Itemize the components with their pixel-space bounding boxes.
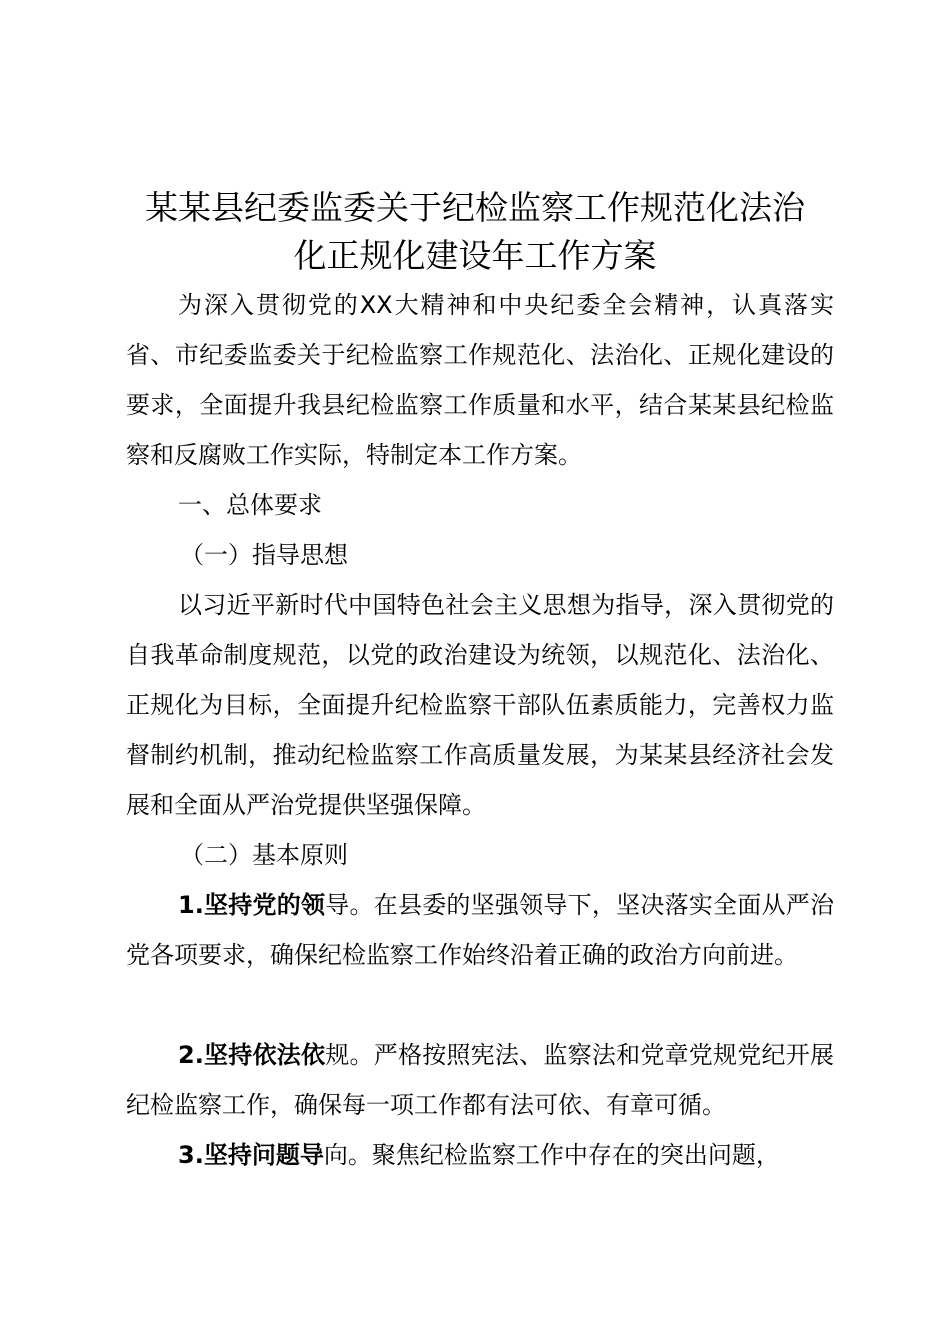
document-title-line-2: 化正规化建设年工作方案 [293,236,657,275]
principle-paragraph-1 [126,880,834,980]
principle-lead-3: 3.坚持问题导 [178,1141,324,1169]
principle-text-1: 导。在县委的坚强领导下，坚决落实全面从严治党各项要求，确保纪检监察工作始终沿着正确的政治方向前进。 [126,891,834,969]
principle-text-2: 规。严格按照宪法、监察法和党章党规党纪开展纪检监察工作，确保每一项工作都有法可依、有章可循。 [126,1041,834,1119]
principle-text-3: 向。聚焦纪检监察工作中存在的突出问题， [323,1141,780,1169]
principle-paragraph-3 [126,1130,834,1180]
document-title-line-1: 某某县纪委监委关于纪检监察工作规范化法治 [145,188,805,227]
principle-lead-2: 2.坚持依法依 [178,1041,326,1069]
principle-paragraph-2 [126,1030,834,1130]
intro-paragraph: 为深入贯彻党的XX大精神和中央纪委全会精神，认真落实省、市纪委监委关于纪检监察工作规范化、法治化、正规化建设的要求，全面提升我县纪检监察工作质量和水平，结合某某县纪检监察和反腐败工作实际，特制定本工作方案。 [126,291,834,469]
guiding-thought-paragraph: 以习近平新时代中国特色社会主义思想为指导，深入贯彻党的自我革命制度规范，以党的政治建设为统领，以规范化、法治化、正规化为目标，全面提升纪检监察干部队伍素质能力，完善权力监督制约机制，推动纪检监察工作高质量发展，为某某县经济社会发展和全面从严治党提供坚强保障。 [126,591,834,819]
section-heading-overall-requirements: 一、总体要求 [178,491,322,519]
principle-lead-1: 1.坚持党的领 [178,891,326,919]
subsection-heading-basic-principles: （二）基本原则 [180,841,348,869]
subsection-heading-guiding-thought: （一）指导思想 [180,541,348,569]
